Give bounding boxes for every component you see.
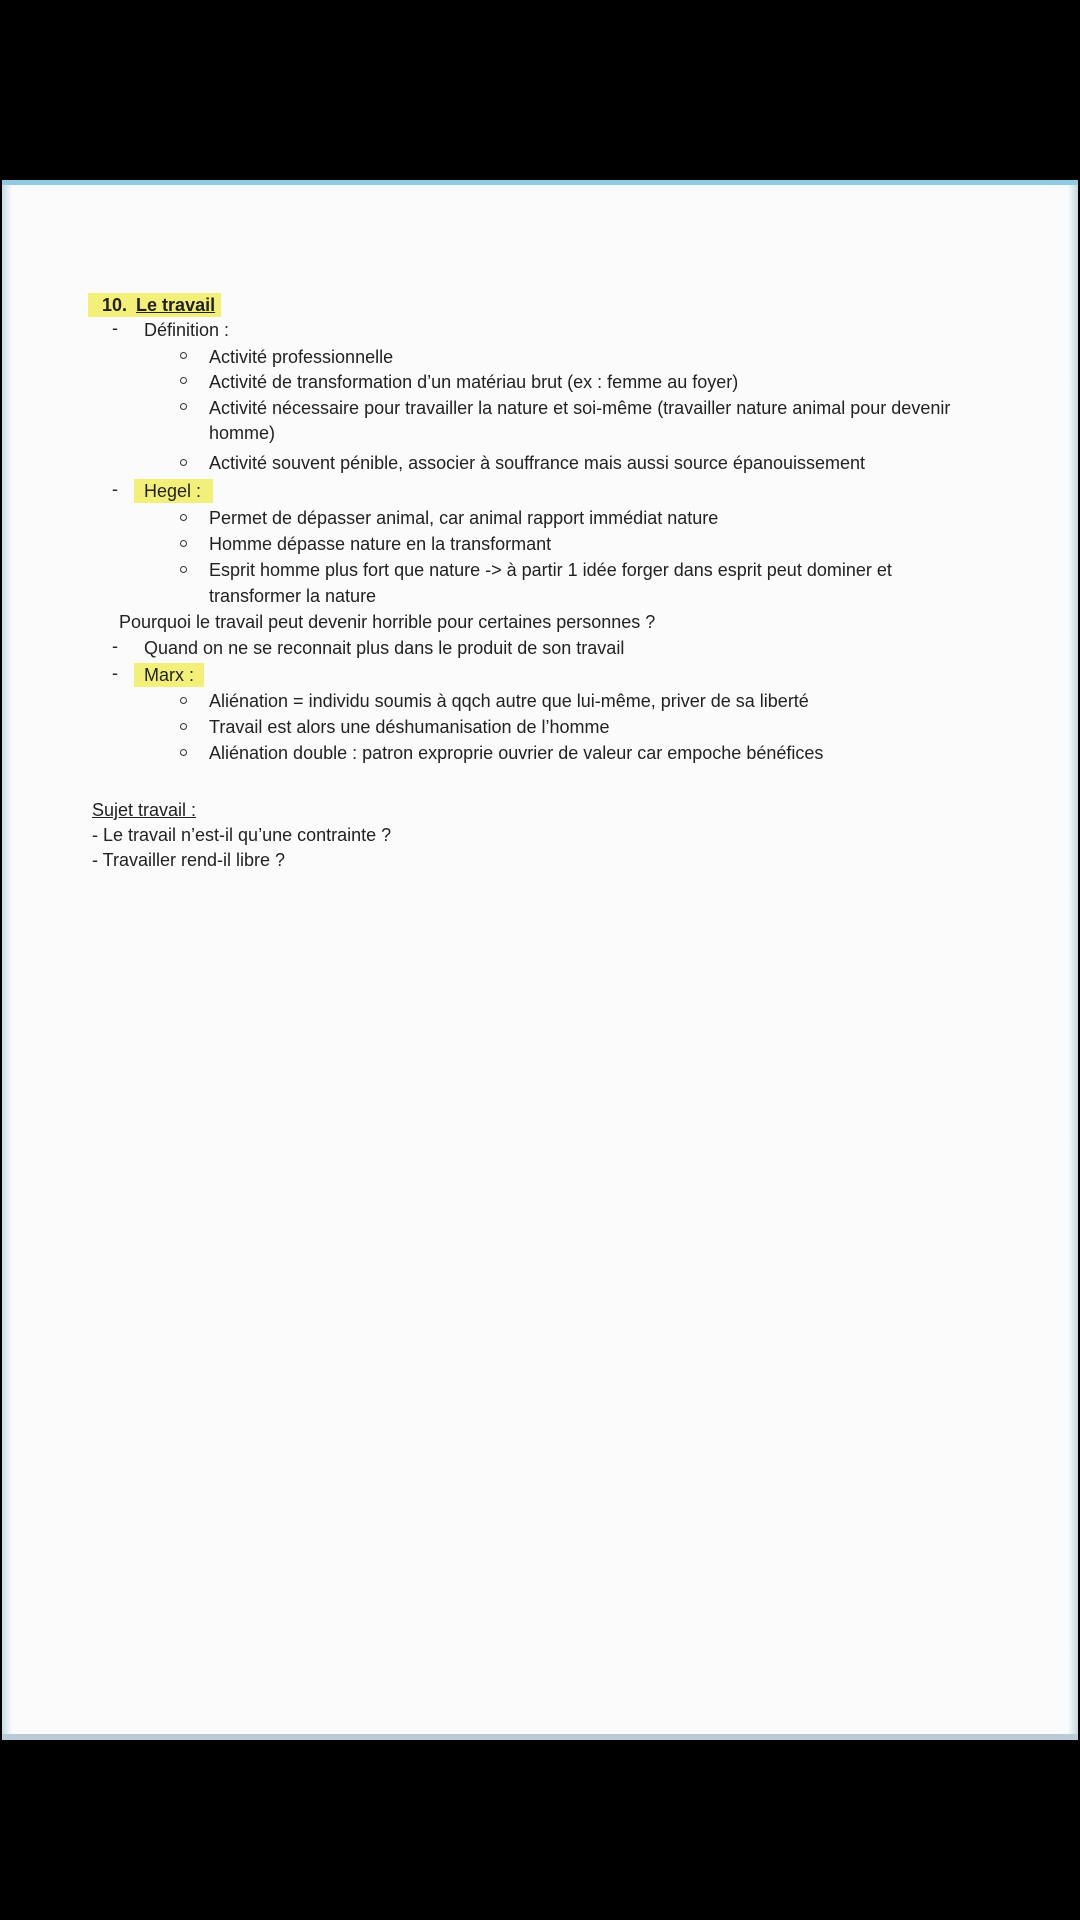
paper-sheet bbox=[2, 180, 1078, 1740]
definition-item: Activité professionnelle bbox=[209, 347, 394, 367]
circle-bullet-icon bbox=[180, 514, 187, 521]
circle-bullet-icon bbox=[180, 566, 187, 573]
dash-marker: - bbox=[112, 663, 118, 683]
circle-bullet-icon bbox=[180, 540, 187, 547]
circle-bullet-icon bbox=[180, 352, 187, 359]
circle-bullet-icon bbox=[180, 403, 187, 410]
sujet-label: Sujet travail : bbox=[92, 800, 197, 820]
circle-bullet-icon bbox=[180, 749, 187, 756]
hegel-label: Hegel : bbox=[134, 479, 213, 503]
hegel-item: Permet de dépasser animal, car animal rapport immédiat nature bbox=[209, 508, 719, 528]
dash-marker: - bbox=[112, 479, 118, 499]
hegel-item: Esprit homme plus fort que nature -> à partir 1 idée forger dans esprit peut dominer et bbox=[209, 560, 892, 580]
circle-bullet-icon bbox=[180, 377, 187, 384]
dash-marker: - bbox=[112, 318, 118, 338]
definition-item: Activité nécessaire pour travailler la nature et soi-même (travailler nature animal pour devenir bbox=[209, 398, 951, 418]
sujet-item: - Le travail n’est-il qu’une contrainte ? bbox=[92, 825, 392, 845]
course-notes bbox=[2, 185, 1078, 1734]
marx-label: Marx : bbox=[134, 663, 204, 687]
section-title: Le travail bbox=[136, 295, 216, 315]
hegel-item-continued: transformer la nature bbox=[209, 586, 377, 606]
definition-item: Activité de transformation d’un matériau brut (ex : femme au foyer) bbox=[209, 372, 739, 392]
definition-item: Activité souvent pénible, associer à souffrance mais aussi source épanouissement bbox=[209, 453, 866, 473]
marx-item: Travail est alors une déshumanisation de l’homme bbox=[209, 717, 610, 737]
dash-marker: - bbox=[112, 636, 118, 656]
sujet-item: - Travailler rend-il libre ? bbox=[92, 850, 286, 870]
definition-label: Définition : bbox=[144, 320, 230, 340]
question-line: Pourquoi le travail peut devenir horrible pour certaines personnes ? bbox=[119, 612, 656, 632]
hegel-item: Homme dépasse nature en la transformant bbox=[209, 534, 552, 554]
marx-item: Aliénation double : patron exproprie ouvrier de valeur car empoche bénéfices bbox=[209, 743, 824, 763]
circle-bullet-icon bbox=[180, 697, 187, 704]
reconnait-line: Quand on ne se reconnait plus dans le produit de son travail bbox=[144, 638, 625, 658]
marx-item: Aliénation = individu soumis à qqch autre que lui-même, priver de sa liberté bbox=[209, 691, 809, 711]
section-heading bbox=[88, 293, 221, 317]
definition-item-continued: homme) bbox=[209, 423, 276, 443]
circle-bullet-icon bbox=[180, 459, 187, 466]
section-number: 10. bbox=[102, 295, 128, 315]
circle-bullet-icon bbox=[180, 723, 187, 730]
